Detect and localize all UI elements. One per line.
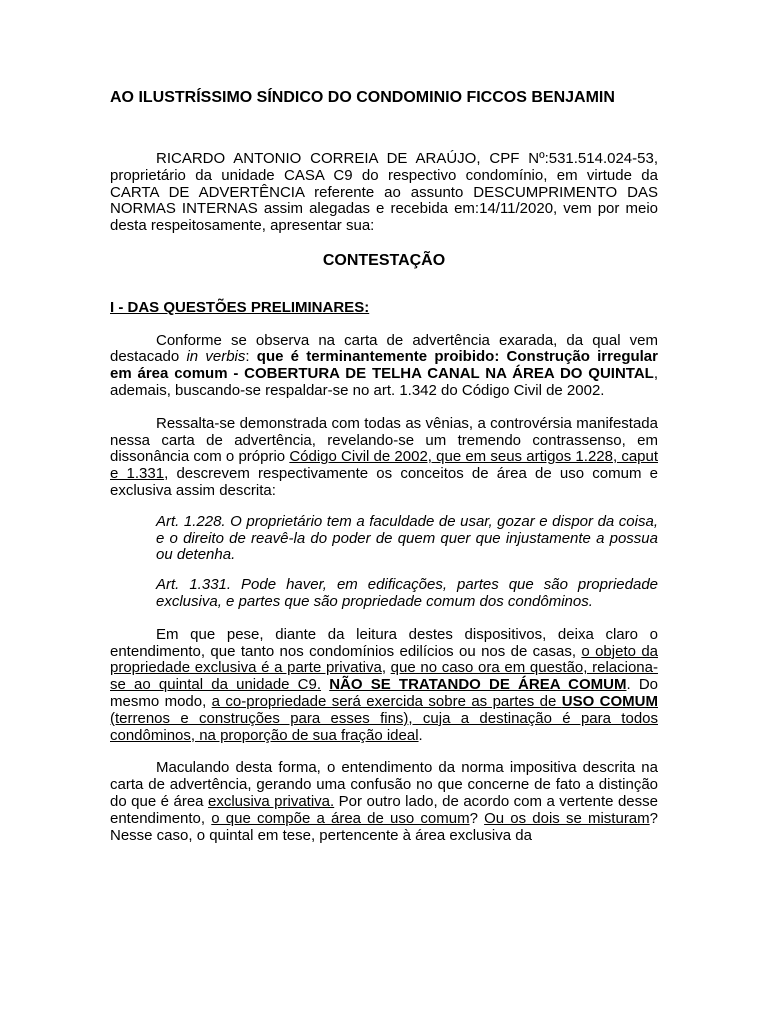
quote-art-1331: Art. 1.331. Pode haver, em edificações, partes que são propriedade exclusiva, e partes que são propriedade comum dos condôminos.	[156, 576, 658, 610]
document-title: CONTESTAÇÃO	[322, 251, 446, 269]
paragraph-3: Em que pese, diante da leitura destes dispositivos, deixa claro o entendimento, que tanto nos condomínios edilícios ou nos de casas, o objeto da propriedade exclusiva é a parte privativa, que no caso ora em questão, relaciona-se ao quintal da unidade C9. NÃO SE TRATANDO DE ÁREA COMUM. Do mesmo modo, a co-propriedade será exercida sobre as partes de USO COMUM (terrenos e construções para esses fins), cuja a destinação é para todos condôminos, na proporção de sua fração ideal.	[110, 625, 659, 744]
intro-paragraph: RICARDO ANTONIO CORREIA DE ARAÚJO, CPF Nº:531.514.024-53, proprietário da unidade CASA C9 do respectivo condomínio, em virtude da CARTA DE ADVERTÊNCIA referente ao assunto DESCUMPRIMENTO DAS NORMAS INTERNAS assim alegadas e recebida em:14/11/2020, vem por meio desta respeitosamente, apresentar sua:	[110, 150, 658, 235]
addressee-heading: AO ILUSTRÍSSIMO SÍNDICO DO CONDOMINIO FICCOS BENJAMIN	[110, 89, 615, 106]
section-title: I - DAS QUESTÕES PRELIMINARES:	[110, 298, 370, 316]
document-page	[110, 82, 658, 844]
paragraph-1: Conforme se observa na carta de advertência exarada, da qual vem destacado in verbis: que é terminantemente proibido: Construção irregular em área comum - COBERTURA DE TELHA CANAL NA ÁREA DO QUINTAL, ademais, buscando-se respaldar-se no art. 1.342 do Código Civil de 2002.	[110, 331, 658, 399]
quote-art-1228: Art. 1.228. O proprietário tem a faculdade de usar, gozar e dispor da coisa, e o direito de reavê-la do poder de quem quer que injustamente a possua ou detenha.	[156, 512, 658, 564]
paragraph-2: Ressalta-se demonstrada com todas as vênias, a controvérsia manifestada nessa carta de advertência, revelando-se um tremendo contrassenso, em dissonância com o próprio Código Civil de 2002, que em seus artigos 1.228, caput e 1.331, descrevem respectivamente os conceitos de área de uso comum e exclusiva assim descrita:	[110, 414, 659, 499]
paragraph-4: Maculando desta forma, o entendimento da norma impositiva descrita na carta de advertência, gerando uma confusão no que concerne de fato a distinção do que é área exclusiva privativa. Por outro lado, de acordo com a vertente desse entendimento, o que compõe a área de uso comum? Ou os dois se misturam? Nesse caso, o quintal em tese, pertencente à área exclusiva da	[110, 759, 658, 844]
